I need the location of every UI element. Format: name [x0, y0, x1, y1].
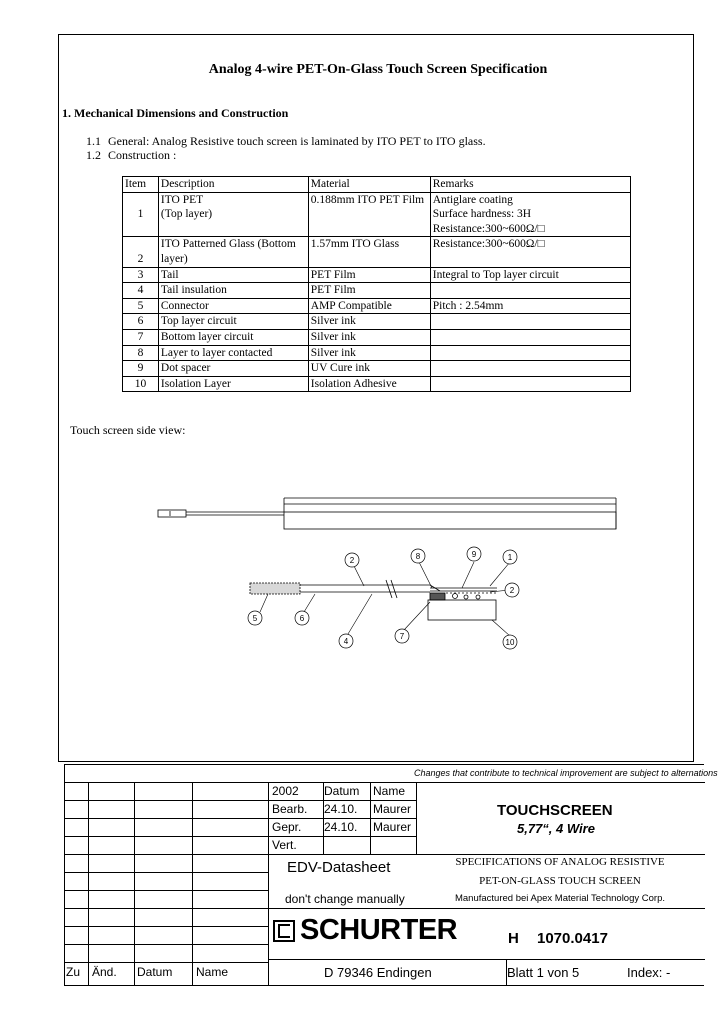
col-zu: Zu [66, 965, 81, 979]
gepr-name: Maurer [373, 820, 412, 834]
table-header-cell: Material [308, 177, 430, 193]
desc-line: layer) [160, 252, 188, 265]
construction-text: Construction : [108, 148, 177, 162]
desc-line: Connector [160, 299, 209, 312]
callout-label: 4 [343, 637, 349, 646]
document-number: 1070.0417 [537, 930, 608, 947]
rem-line: Surface hardness: 3H [432, 208, 532, 221]
callout-label: 8 [415, 552, 421, 561]
desc-line: Tail insulation [160, 284, 227, 297]
item-number: 10 [134, 377, 147, 390]
desc-line: Tail [160, 268, 179, 281]
desc-line: ITO Patterned Glass (Bottom [160, 238, 296, 251]
callout-circles [248, 547, 519, 649]
general-text: General: Analog Resistive touch screen is laminated by ITO PET to ITO glass. [108, 134, 486, 148]
gepr-label: Gepr. [272, 820, 302, 834]
table-header-cell: Description [158, 177, 308, 193]
table-header-cell: Remarks [430, 177, 630, 193]
bearb-date: 24.10. [324, 802, 358, 816]
document-title: Analog 4-wire PET-On-Glass Touch Screen Specification [208, 62, 548, 77]
callout-label: 10 [505, 638, 515, 647]
mat-line: Silver ink [310, 346, 356, 359]
name-header: Name [373, 784, 406, 798]
rem-line: Pitch : 2.54mm [432, 299, 504, 312]
desc-line: Bottom layer circuit [160, 330, 254, 343]
h-label: H [508, 930, 519, 947]
callout-label: 9 [471, 550, 477, 559]
product-subtitle: 5,77“, 4 Wire [517, 821, 595, 836]
mat-line: AMP Compatible [310, 299, 392, 312]
table-header-cell: Item [123, 177, 159, 193]
callout-label: 7 [399, 632, 405, 641]
edv-datasheet: EDV-Datasheet [287, 859, 391, 876]
product-name: TOUCHSCREEN [497, 802, 613, 819]
desc-line: Layer to layer contacted [160, 346, 273, 359]
desc-line: Isolation Layer [160, 377, 231, 390]
rem-line: Resistance:300~600Ω/□ [432, 238, 545, 251]
vert-label: Vert. [272, 838, 297, 852]
manufacturer-note: Manufactured bei Apex Material Technology Corp. [454, 893, 665, 904]
item-number: 5 [137, 299, 144, 312]
year-value: 2002 [272, 784, 299, 798]
desc-line: Dot spacer [160, 362, 211, 375]
callout-label: 5 [252, 614, 258, 623]
item-number: 2 [137, 252, 144, 265]
index-value: Index: - [627, 965, 671, 980]
callout-label: 6 [299, 614, 305, 623]
mat-line: 0.188mm ITO PET Film [310, 193, 425, 206]
side-view-top [158, 498, 616, 529]
col-name: Name [196, 965, 229, 979]
rem-line: Resistance:300~600Ω/□ [432, 222, 545, 235]
callout-label: 2 [509, 586, 515, 595]
callout-label: 2 [349, 556, 355, 565]
spec-line-1: SPECIFICATIONS OF ANALOG RESISTIVE [455, 856, 665, 868]
mat-line: Isolation Adhesive [310, 377, 397, 390]
desc-line: (Top layer) [160, 208, 213, 221]
item-number: 7 [137, 330, 144, 343]
general-number: 1.1 [86, 134, 101, 148]
item-number: 6 [137, 315, 144, 328]
item-number: 1 [137, 208, 144, 221]
col-datum: Datum [137, 965, 173, 979]
dont-change-note: don't change manually [285, 892, 405, 906]
schurter-logo-icon [273, 920, 295, 942]
col-aend: Änd. [92, 965, 117, 979]
item-number: 3 [137, 268, 144, 281]
callout-leaders [260, 562, 510, 636]
callout-label: 1 [507, 553, 513, 562]
schurter-logo-text: SCHURTER [300, 914, 458, 946]
item-number: 4 [137, 284, 144, 297]
desc-line: ITO PET [160, 193, 204, 206]
mat-line: 1.57mm ITO Glass [310, 238, 400, 251]
spec-line-2: PET-ON-GLASS TOUCH SCREEN [479, 875, 641, 887]
rem-line: Antiglare coating [432, 193, 513, 206]
item-number: 8 [137, 346, 144, 359]
item-number: 9 [137, 362, 144, 375]
rem-line: Integral to Top layer circuit [432, 268, 559, 281]
side-view-section [250, 580, 497, 620]
mat-line: PET Film [310, 268, 356, 281]
notice-text: Changes that contribute to technical improvement are subject to alternations [414, 768, 718, 778]
section-heading: 1. Mechanical Dimensions and Construction [62, 106, 289, 120]
address: D 79346 Endingen [324, 965, 432, 980]
mat-line: PET Film [310, 284, 356, 297]
mat-line: UV Cure ink [310, 362, 370, 375]
side-view-label: Touch screen side view: [70, 423, 186, 437]
construction-number: 1.2 [86, 148, 101, 162]
gepr-date: 24.10. [324, 820, 358, 834]
desc-line: Top layer circuit [160, 315, 237, 328]
sheet-count: Blatt 1 von 5 [507, 965, 580, 980]
datum-header: Datum [324, 784, 360, 798]
mat-line: Silver ink [310, 330, 356, 343]
bearb-label: Bearb. [272, 802, 308, 816]
mat-line: Silver ink [310, 315, 356, 328]
bearb-name: Maurer [373, 802, 412, 816]
